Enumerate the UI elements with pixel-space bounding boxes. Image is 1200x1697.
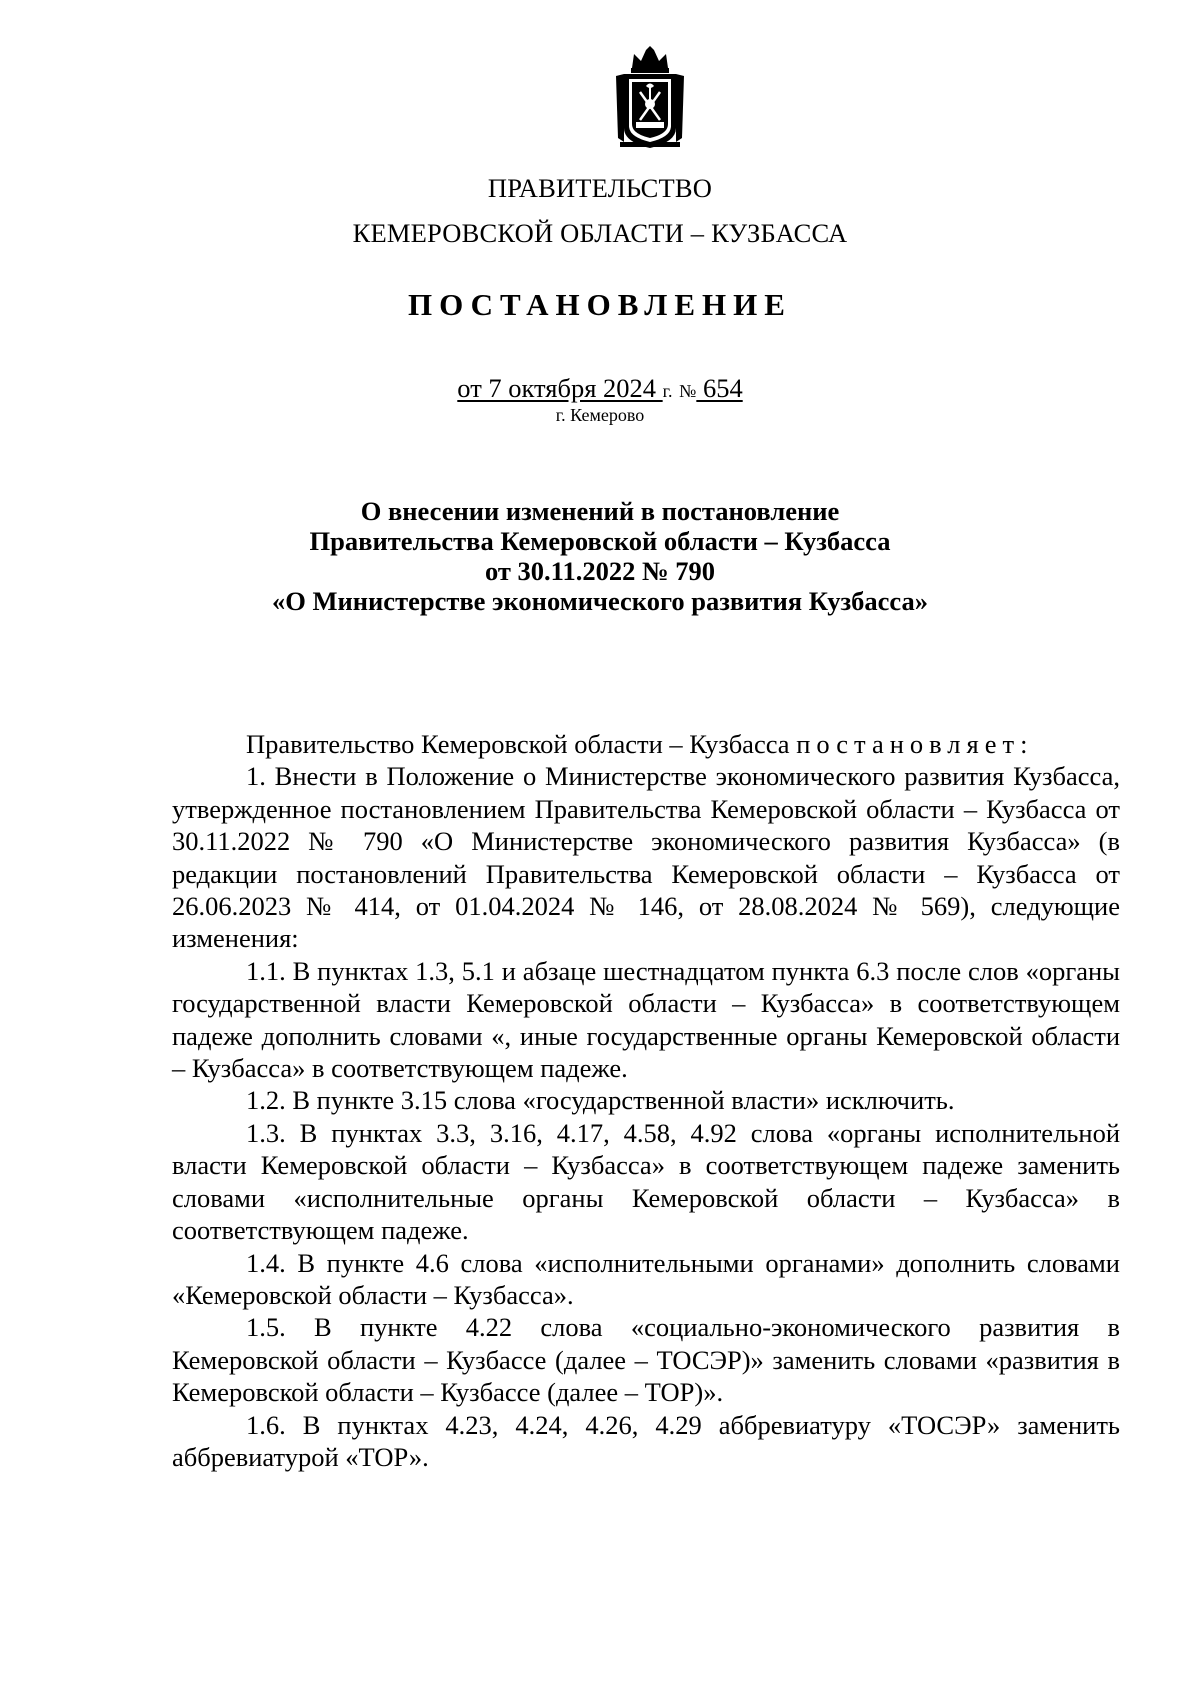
document-body [172,728,1120,1473]
paragraph-1-4: 1.4. В пункте 4.6 слова «исполнительными органами» дополнить словами «Кемеровской области – Кузбасса». [172,1247,1120,1310]
paragraph-1-2: 1.2. В пункте 3.15 слова «государственной власти» исключить. [246,1085,955,1116]
coat-of-arms-kuzbass-icon [610,46,690,150]
title-line: Правительства Кемеровской области – Кузбасса [309,526,891,556]
paragraph-1: 1. Внести в Положение о Министерстве экономического развития Кузбасса, утвержденное постановлением Правительства Кемеровской области – Кузбасса от 30.11.2022 № 790 «О Министерстве экономического развития Кузбасса» (в редакции постановлений Правительства Кемеровской области – Кузбасса от 26.06.2023 № 414, от 01.04.2024 № 146, от 28.08.2024 № 569), следующие изменения: [172,761,1120,954]
date-number-line [0,373,1200,404]
org-name-line1: ПРАВИТЕЛЬСТВО [487,173,713,203]
paragraph-1-1: 1.1. В пунктах 1.3, 5.1 и абзаце шестнадцатом пункта 6.3 после слов «органы государственной власти Кемеровской области – Кузбасса» в соответствующем падеже дополнить словами «, иные государственные органы Кемеровской области – Кузбасса» в соответствующем падеже. [172,955,1120,1084]
document-number: 654 [696,373,743,403]
intro-colon: : [1020,729,1028,759]
year-suffix: г. [662,381,673,401]
document-type: ПОСТАНОВЛЕНИЕ [408,287,792,322]
paragraph-1-6: 1.6. В пунктах 4.23, 4.24, 4.26, 4.29 аббревиатуру «ТОСЭР» заменить аббревиатурой «ТОР». [172,1409,1120,1472]
document-title [0,496,1200,616]
title-line: «О Министерстве экономического развития Кузбасса» [272,586,928,616]
number-sign: № [679,381,697,401]
intro-text: Правительство Кемеровской области – Кузбасса [246,729,797,759]
paragraph-1-5: 1.5. В пункте 4.22 слова «социально-экономического развития в Кемеровской области – Кузбассе (далее – ТОСЭР)» заменить словами «развития в Кемеровской области – Кузбассе (далее – ТОР)». [172,1312,1120,1408]
paragraph-1-3: 1.3. В пунктах 3.3, 3.16, 4.17, 4.58, 4.92 слова «органы исполнительной власти Кемеровской области – Кузбасса» в соответствующем падеже заменить словами «исполнительные органы Кемеровской области – Кузбасса» в соответствующем падеже. [172,1117,1120,1246]
title-line: от 30.11.2022 № 790 [485,556,715,586]
org-name-line2: КЕМЕРОВСКОЙ ОБЛАСТИ – КУЗБАССА [352,218,848,248]
intro-spaced-verb: постановляет [796,729,1021,759]
title-line: О внесении изменений в постановление [360,496,840,526]
document-date: от 7 октября 2024 [457,373,663,403]
intro-paragraph [172,728,1120,760]
document-city: г. Кемерово [555,405,645,425]
